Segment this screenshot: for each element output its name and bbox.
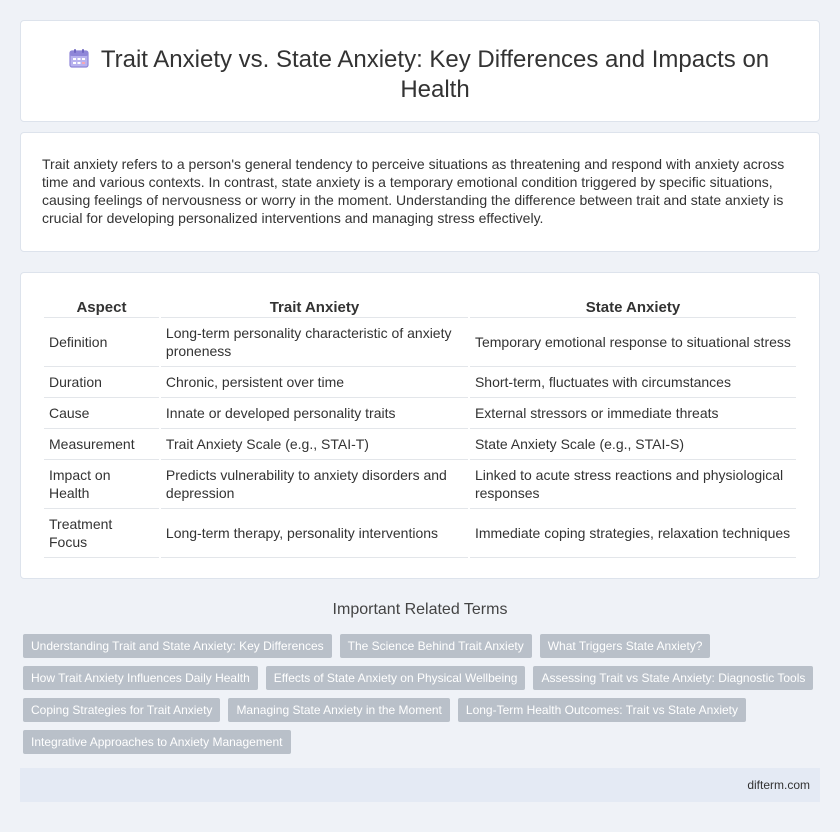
header-card [20,20,820,122]
table-row [44,318,796,367]
row-trait: Innate or developed personality traits [161,398,468,429]
header-state-anxiety: State Anxiety [470,295,796,318]
page-title: Trait Anxiety vs. State Anxiety: Key Differences and Impacts on Health [100,46,770,103]
comparison-table [42,295,798,558]
footer-site-link[interactable]: difterm.com [747,778,810,792]
row-state: Linked to acute stress reactions and physiological responses [470,460,796,509]
row-state: Temporary emotional response to situational stress [470,318,796,367]
table-row [44,367,796,398]
row-aspect: Impact on Health [44,460,159,509]
related-term-tag[interactable]: How Trait Anxiety Influences Daily Health [23,666,258,690]
related-term-tag[interactable]: Coping Strategies for Trait Anxiety [23,698,220,722]
row-state: External stressors or immediate threats [470,398,796,429]
row-trait: Predicts vulnerability to anxiety disorders and depression [161,460,468,509]
row-trait: Chronic, persistent over time [161,367,468,398]
row-state: Immediate coping strategies, relaxation techniques [470,509,796,558]
comparison-card [20,272,820,579]
table-row [44,429,796,460]
row-state: Short-term, fluctuates with circumstances [470,367,796,398]
table-header-row [44,295,796,318]
header-aspect: Aspect [44,295,159,318]
related-term-tag[interactable]: Assessing Trait vs State Anxiety: Diagnostic Tools [533,666,813,690]
related-term-tag[interactable]: Understanding Trait and State Anxiety: Key Differences [23,634,332,658]
table-row [44,509,796,558]
row-state: State Anxiety Scale (e.g., STAI-S) [470,429,796,460]
table-row [44,398,796,429]
row-trait: Trait Anxiety Scale (e.g., STAI-T) [161,429,468,460]
row-aspect: Definition [44,318,159,367]
intro-paragraph: Trait anxiety refers to a person's general tendency to perceive situations as threatening and respond with anxiety across time and various contexts. In contrast, state anxiety is a temporary emotional condition triggered by specific situations, causing feelings of nervousness or worry in the moment. Understanding the difference between trait and state anxiety is crucial for developing personalized interventions and managing stress effectively. [42,156,785,226]
related-terms-title: Important Related Terms [332,601,508,618]
related-term-tag[interactable]: Integrative Approaches to Anxiety Management [23,730,291,754]
header-trait-anxiety: Trait Anxiety [161,295,468,318]
row-trait: Long-term personality characteristic of anxiety proneness [161,318,468,367]
related-term-tag[interactable]: Long-Term Health Outcomes: Trait vs State Anxiety [458,698,746,722]
row-aspect: Cause [44,398,159,429]
related-term-tag[interactable]: What Triggers State Anxiety? [540,634,711,658]
footer-bar [20,768,820,802]
table-row [44,460,796,509]
related-term-tag[interactable]: Managing State Anxiety in the Moment [228,698,449,722]
related-term-tag[interactable]: Effects of State Anxiety on Physical Wellbeing [266,666,526,690]
row-aspect: Measurement [44,429,159,460]
row-aspect: Duration [44,367,159,398]
related-term-tag[interactable]: The Science Behind Trait Anxiety [340,634,532,658]
row-trait: Long-term therapy, personality interventions [161,509,468,558]
intro-card [20,132,820,252]
related-terms-list [23,634,818,754]
row-aspect: Treatment Focus [44,509,159,558]
